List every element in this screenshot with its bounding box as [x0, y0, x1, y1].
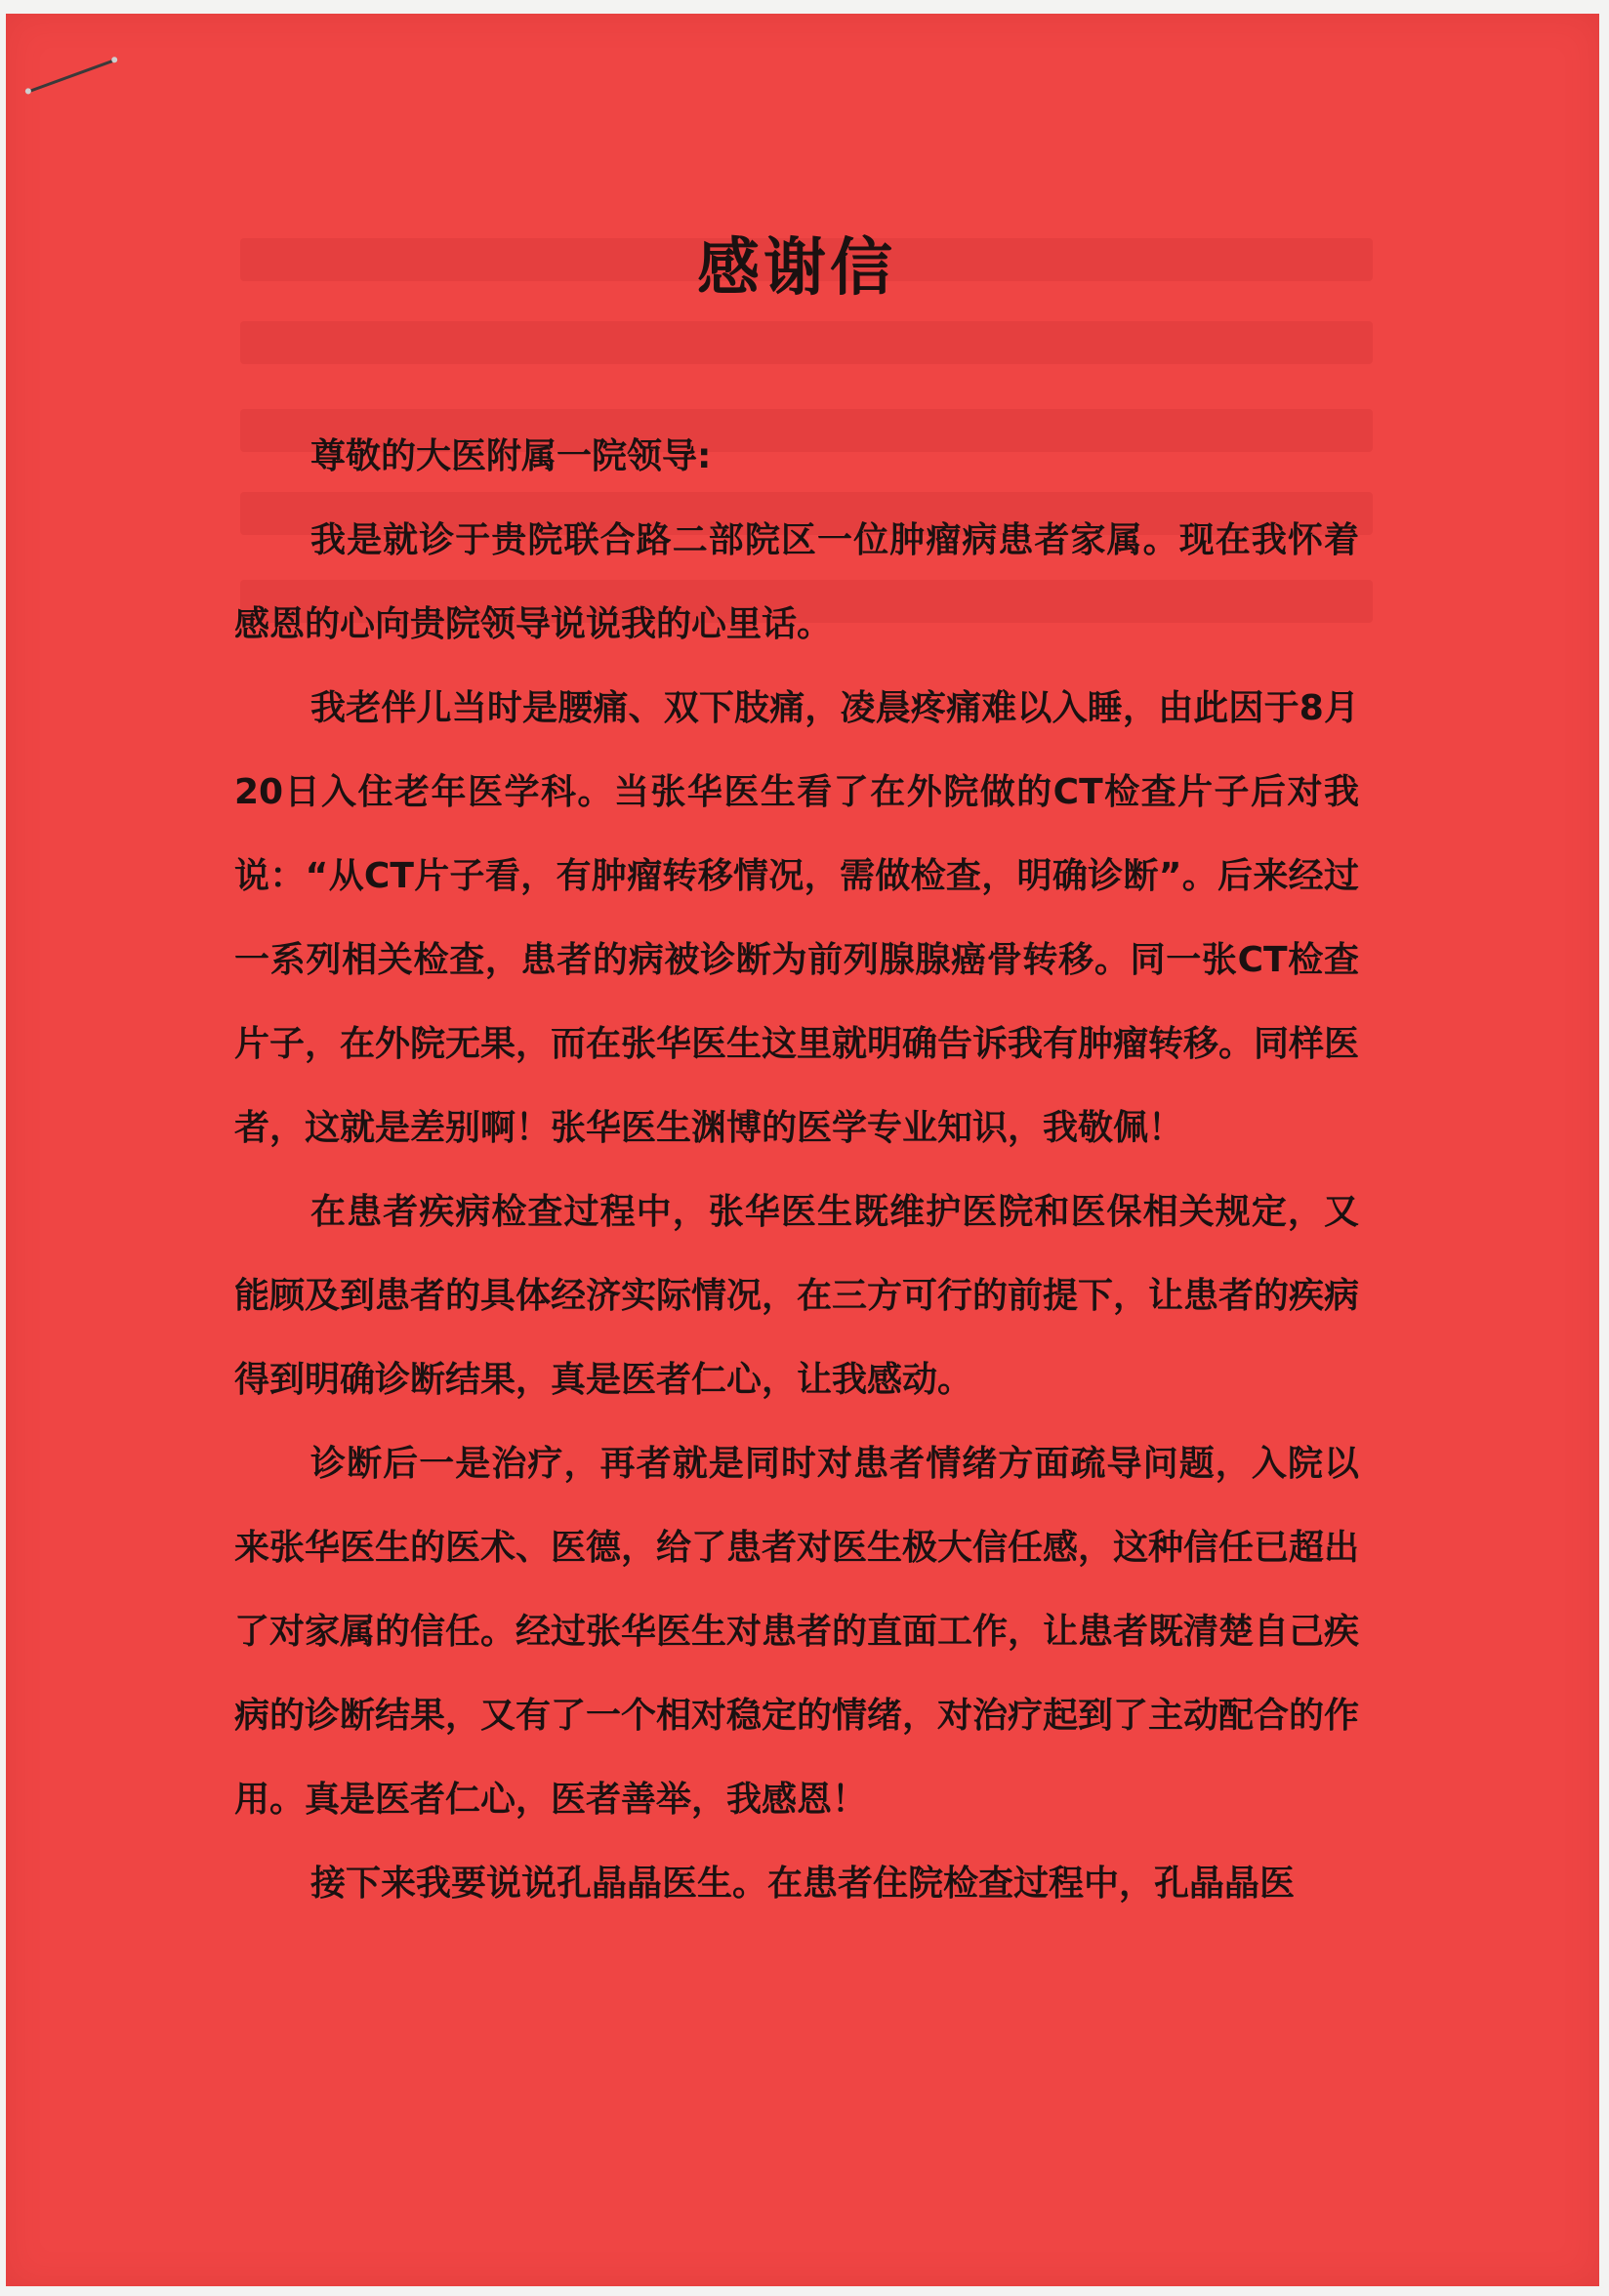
letter-paragraph: 接下来我要说说孔晶晶医生。在患者住院检查过程中，孔晶晶医 [310, 1864, 1296, 1904]
letter-salutation: 尊敬的大医附属一院领导: [310, 436, 712, 476]
letter-body [234, 220, 1359, 1926]
letter-title: 感谢信 [697, 232, 896, 305]
letter-paragraph: 诊断后一是治疗，再者就是同时对患者情绪方面疏导问题，入院以来张华医生的医术、医德，给了患者对医生极大信任感，这种信任已超出了对家属的信任。经过张华医生对患者的直面工作，让患者既清楚自己疾病的诊断结果，又有了一个相对稳定的情绪，对治疗起到了主动配合的作用。真是医者仁心，医者善举，我感恩！ [234, 1444, 1360, 1820]
letter-paragraph: 我老伴儿当时是腰痛、双下肢痛，凌晨疼痛难以入睡，由此因于8月20日入住老年医学科。当张华医生看了在外院做的CT检查片子后对我说：“从CT片子看，有肿瘤转移情况，需做检查，明确诊断”。后来经过一系列相关检查，患者的病被诊断为前列腺腺癌骨转移。同一张CT检查片子，在外院无果，而在张华医生这里就明确告诉我有肿瘤转移。同样医者，这就是差别啊！张华医生渊博的医学专业知识，我敬佩！ [234, 688, 1360, 1148]
letter-paragraph: 我是就诊于贵院联合路二部院区一位肿瘤病患者家属。现在我怀着感恩的心向贵院领导说说我的心里话。 [234, 520, 1359, 644]
letter-paragraph: 在患者疾病检查过程中，张华医生既维护医院和医保相关规定，又能顾及到患者的具体经济实际情况，在三方可行的前提下，让患者的疾病得到明确诊断结果，真是医者仁心，让我感动。 [234, 1192, 1360, 1400]
